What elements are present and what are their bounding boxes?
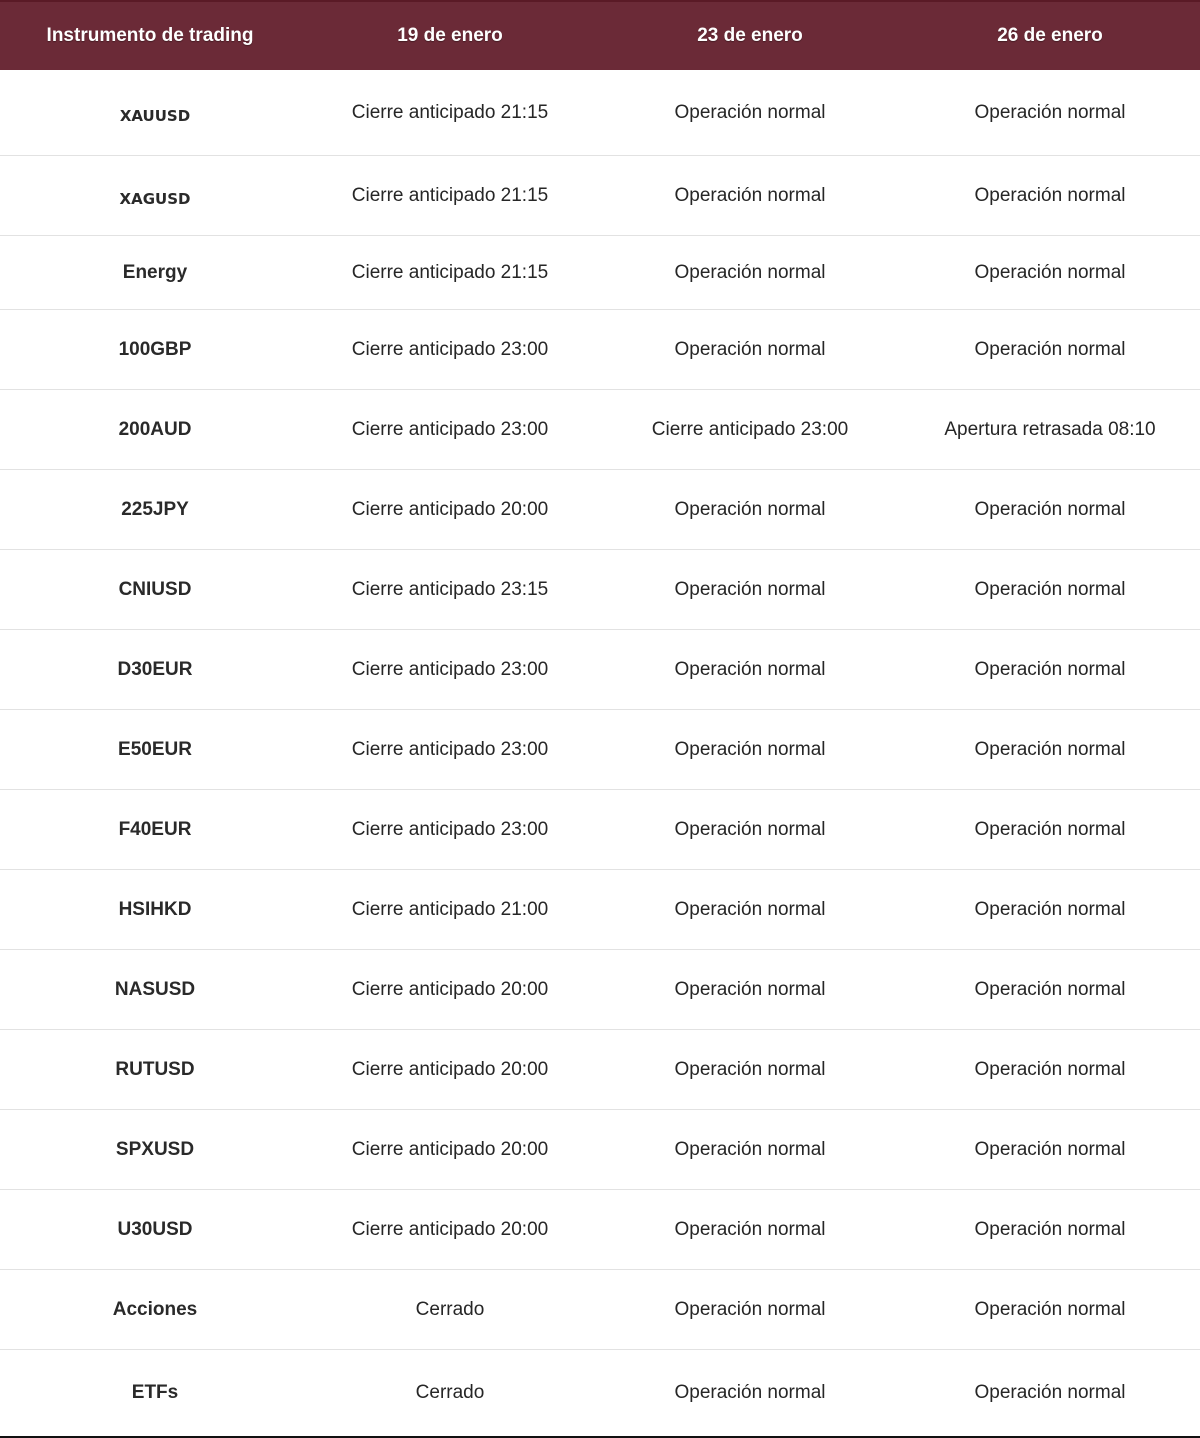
jan23-cell: Operación normal xyxy=(674,101,826,123)
table-row xyxy=(0,156,1200,236)
jan23-cell: Operación normal xyxy=(674,978,826,1000)
jan23-cell: Operación normal xyxy=(674,578,826,600)
instrument-cell: RUTUSD xyxy=(115,1058,195,1080)
column-header-instrument: Instrumento de trading xyxy=(46,25,254,46)
instrument-cell: F40EUR xyxy=(118,818,192,840)
instrument-cell: D30EUR xyxy=(117,658,193,680)
table-row xyxy=(0,550,1200,630)
table-row xyxy=(0,1110,1200,1190)
jan23-cell: Operación normal xyxy=(674,818,826,840)
jan26-cell: Operación normal xyxy=(974,184,1126,206)
jan26-cell: Operación normal xyxy=(974,898,1126,920)
jan23-cell: Operación normal xyxy=(674,261,826,283)
jan19-cell: Cierre anticipado 23:00 xyxy=(351,418,549,440)
instrument-cell: U30USD xyxy=(117,1218,193,1240)
jan23-cell: Operación normal xyxy=(674,1382,826,1403)
instrument-cell: 100GBP xyxy=(118,338,192,360)
instrument-cell: HSIHKD xyxy=(118,898,192,920)
header-row xyxy=(0,1,1200,70)
instrument-cell: Acciones xyxy=(112,1298,198,1320)
jan19-cell: Cierre anticipado 21:15 xyxy=(351,261,549,283)
instrument-cell: 225JPY xyxy=(121,498,189,520)
jan26-cell: Operación normal xyxy=(974,658,1126,680)
jan19-cell: Cierre anticipado 21:15 xyxy=(351,101,549,123)
column-header-jan23: 23 de enero xyxy=(697,25,803,46)
jan23-cell: Operación normal xyxy=(674,184,826,206)
jan19-cell: Cierre anticipado 23:15 xyxy=(351,578,549,600)
jan19-cell: Cierre anticipado 23:00 xyxy=(351,818,549,840)
jan19-cell: Cierre anticipado 23:00 xyxy=(351,658,549,680)
instrument-cell: 200AUD xyxy=(118,418,192,440)
table-header xyxy=(0,1,1200,70)
jan23-cell: Operación normal xyxy=(674,338,826,360)
table-row xyxy=(0,310,1200,390)
jan19-cell: Cierre anticipado 20:00 xyxy=(351,978,549,1000)
table-row xyxy=(0,236,1200,310)
table-row xyxy=(0,1350,1200,1438)
instrument-cell: SPXUSD xyxy=(115,1138,195,1160)
jan23-cell: Operación normal xyxy=(674,498,826,520)
table-row xyxy=(0,950,1200,1030)
table-row xyxy=(0,710,1200,790)
jan23-cell: Operación normal xyxy=(674,738,826,760)
table-row xyxy=(0,70,1200,156)
instrument-cell: XAUUSD xyxy=(119,106,191,125)
table-row xyxy=(0,470,1200,550)
instrument-cell: NASUSD xyxy=(114,978,196,1000)
jan26-cell: Operación normal xyxy=(974,978,1126,1000)
jan26-cell: Apertura retrasada 08:10 xyxy=(944,418,1156,440)
column-header-jan19: 19 de enero xyxy=(397,25,503,46)
table-row xyxy=(0,1270,1200,1350)
jan19-cell: Cerrado xyxy=(415,1298,485,1320)
jan19-cell: Cierre anticipado 20:00 xyxy=(351,498,549,520)
jan19-cell: Cierre anticipado 20:00 xyxy=(351,1138,549,1160)
jan26-cell: Operación normal xyxy=(974,1138,1126,1160)
jan23-cell: Operación normal xyxy=(674,898,826,920)
table-row xyxy=(0,870,1200,950)
jan19-cell: Cerrado xyxy=(415,1382,485,1403)
table-row xyxy=(0,1190,1200,1270)
jan26-cell: Operación normal xyxy=(974,578,1126,600)
table-row xyxy=(0,390,1200,470)
jan19-cell: Cierre anticipado 20:00 xyxy=(351,1218,549,1240)
instrument-cell: XAGUSD xyxy=(119,189,191,208)
jan19-cell: Cierre anticipado 23:00 xyxy=(351,738,549,760)
jan19-cell: Cierre anticipado 21:00 xyxy=(351,898,549,920)
instrument-cell: CNIUSD xyxy=(118,578,192,600)
jan19-cell: Cierre anticipado 20:00 xyxy=(351,1058,549,1080)
jan23-cell: Operación normal xyxy=(674,1138,826,1160)
table-row xyxy=(0,790,1200,870)
jan26-cell: Operación normal xyxy=(974,1218,1126,1240)
jan19-cell: Cierre anticipado 21:15 xyxy=(351,184,549,206)
jan26-cell: Operación normal xyxy=(974,818,1126,840)
table-row xyxy=(0,1030,1200,1110)
jan23-cell: Operación normal xyxy=(674,1058,826,1080)
jan26-cell: Operación normal xyxy=(974,1058,1126,1080)
jan23-cell: Operación normal xyxy=(674,658,826,680)
table-row xyxy=(0,630,1200,710)
jan26-cell: Operación normal xyxy=(974,1382,1126,1403)
jan26-cell: Operación normal xyxy=(974,338,1126,360)
jan26-cell: Operación normal xyxy=(974,261,1126,283)
jan26-cell: Operación normal xyxy=(974,1298,1126,1320)
jan23-cell: Operación normal xyxy=(674,1298,826,1320)
jan23-cell: Operación normal xyxy=(674,1218,826,1240)
instrument-cell: E50EUR xyxy=(118,738,192,760)
table-body xyxy=(0,70,1200,1437)
jan19-cell: Cierre anticipado 23:00 xyxy=(351,338,549,360)
instrument-cell: ETFs xyxy=(131,1382,179,1403)
jan26-cell: Operación normal xyxy=(974,498,1126,520)
column-header-jan26: 26 de enero xyxy=(997,25,1103,46)
jan26-cell: Operación normal xyxy=(974,101,1126,123)
jan26-cell: Operación normal xyxy=(974,738,1126,760)
instrument-cell: Energy xyxy=(122,261,188,283)
jan23-cell: Cierre anticipado 23:00 xyxy=(651,418,849,440)
